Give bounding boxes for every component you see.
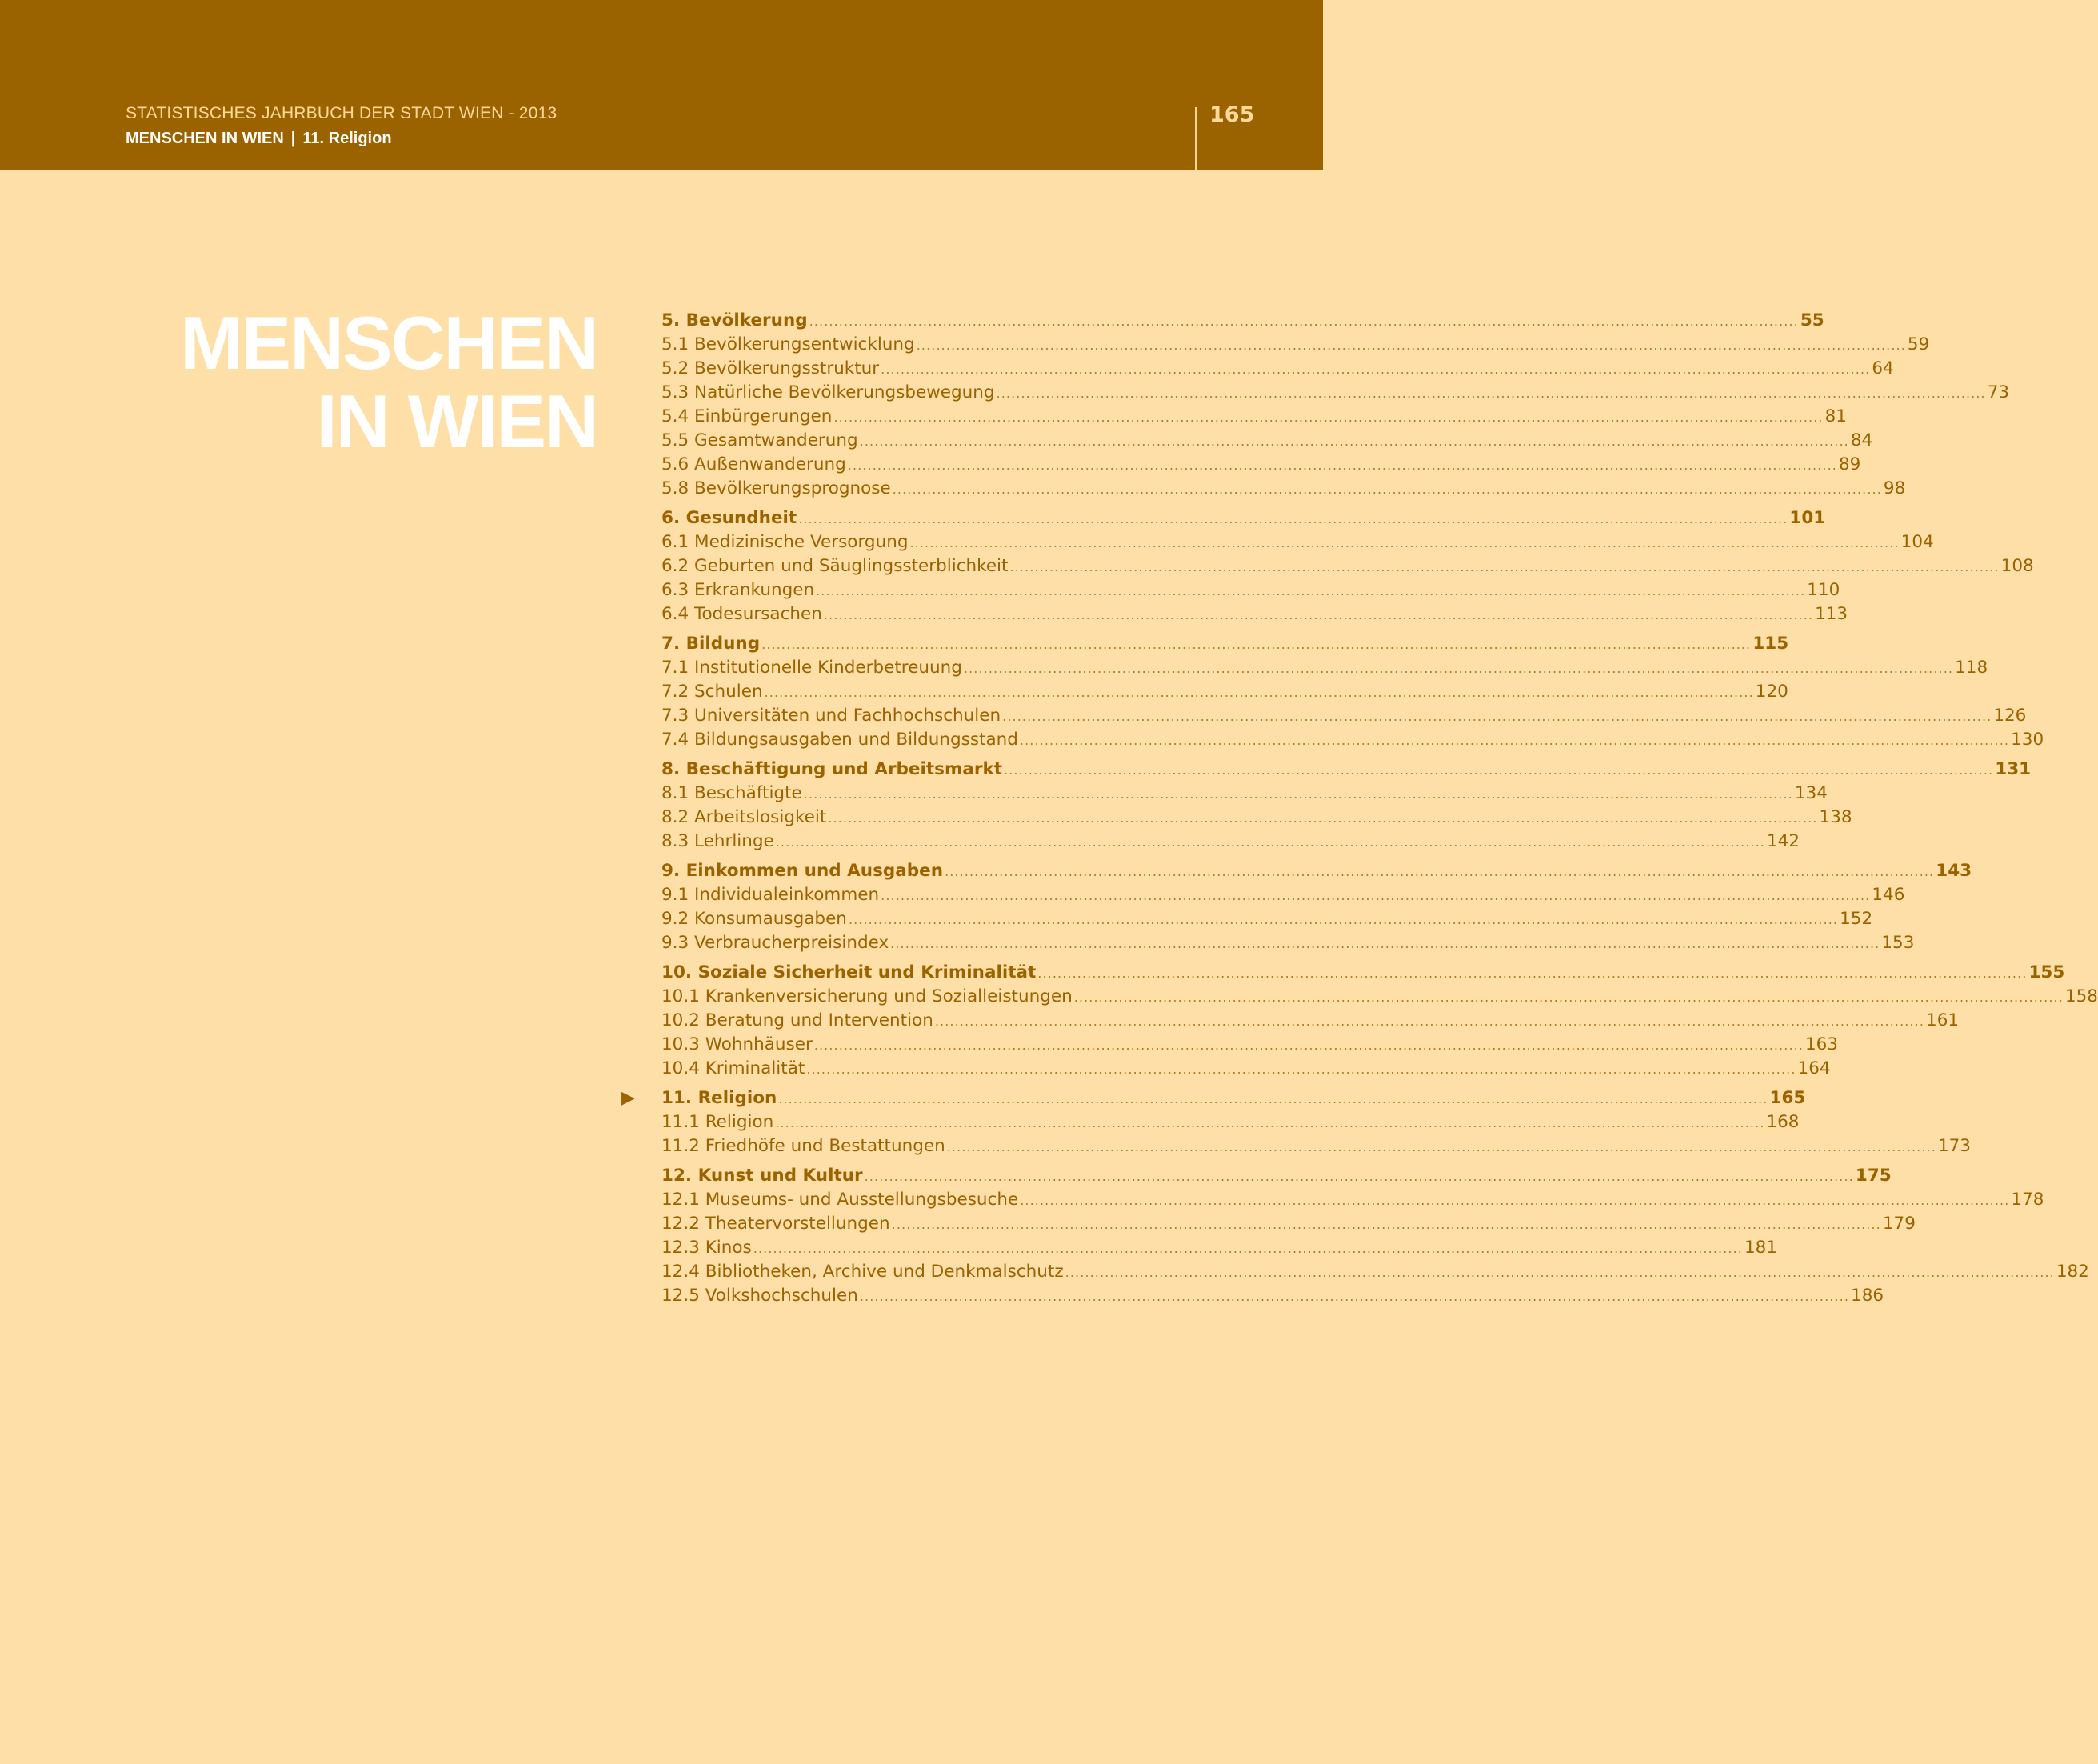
- toc-subsection-entry[interactable]: [661, 1260, 2089, 1284]
- toc-entry-page: 153: [1881, 933, 1915, 953]
- dot-leader: ........................................................................................................................................................................................................: [1037, 966, 2028, 981]
- dot-leader: ........................................................................................................................................................................................................: [909, 535, 1900, 550]
- toc-entry-title: 5.3 Natürliche Bevölkerungsbewegung: [661, 382, 995, 402]
- running-head: [126, 130, 392, 148]
- toc-chapter-group: [661, 632, 2044, 752]
- toc-entry-title: 5.6 Außenwanderung: [661, 454, 846, 474]
- toc-entry-title: 12.3 Kinos: [661, 1238, 752, 1258]
- dot-leader: ........................................................................................................................................................................................................: [813, 1038, 1804, 1053]
- toc-entry-title: 8.2 Arbeitslosigkeit: [661, 807, 827, 827]
- toc-entry-title: 8.3 Lehrlinge: [661, 831, 774, 851]
- toc-entry-page: 175: [1855, 1166, 1892, 1186]
- toc-subsection-entry[interactable]: [661, 1009, 1960, 1033]
- toc-entry-page: 120: [1755, 682, 1788, 702]
- toc-subsection-entry[interactable]: [661, 782, 1828, 806]
- toc-entry-title: 8. Beschäftigung und Arbeitsmarkt: [661, 759, 1003, 779]
- dot-leader: ........................................................................................................................................................................................................: [891, 1217, 1881, 1232]
- toc-chapter-entry[interactable]: [661, 309, 1824, 333]
- toc-entry-title: 10.4 Kriminalität: [661, 1058, 805, 1078]
- toc-chapter-entry[interactable]: [661, 1164, 1892, 1188]
- toc-entry-page: 186: [1851, 1286, 1884, 1306]
- toc-entry-title: 6. Gesundheit: [661, 508, 797, 528]
- toc-chapter-group: [661, 506, 2034, 626]
- toc-chapter-entry[interactable]: [661, 506, 1826, 530]
- dot-leader: ........................................................................................................................................................................................................: [848, 912, 1839, 927]
- toc-entry-page: 59: [1907, 334, 1930, 354]
- dot-leader: ........................................................................................................................................................................................................: [816, 583, 1806, 598]
- toc-entry-title: 12.4 Bibliotheken, Archive und Denkmalschutz: [661, 1262, 1064, 1282]
- toc-entry-title: 5. Bevölkerung: [661, 310, 808, 330]
- dot-leader: ........................................................................................................................................................................................................: [881, 888, 1871, 903]
- toc-entry-page: 165: [1769, 1088, 1806, 1108]
- toc-entry-page: 155: [2028, 962, 2065, 982]
- toc-entry-page: 101: [1789, 508, 1826, 528]
- toc-entry-page: 84: [1850, 430, 1873, 450]
- dot-leader: ........................................................................................................................................................................................................: [1002, 709, 1992, 724]
- toc-entry-title: 9.2 Konsumausgaben: [661, 909, 847, 929]
- dot-leader: ........................................................................................................................................................................................................: [828, 810, 1818, 826]
- toc-subsection-entry[interactable]: [661, 728, 2044, 752]
- dot-leader: ........................................................................................................................................................................................................: [1009, 559, 2000, 574]
- dot-leader: ........................................................................................................................................................................................................: [890, 936, 1880, 951]
- toc-entry-page: 73: [1987, 382, 2010, 402]
- toc-subsection-entry[interactable]: [661, 985, 2098, 1009]
- toc-entry-page: 108: [2000, 556, 2034, 576]
- toc-subsection-entry[interactable]: [661, 405, 1847, 429]
- toc-entry-page: 110: [1807, 580, 1840, 600]
- toc-entry-page: 143: [1936, 861, 1972, 881]
- current-chapter-marker-icon: ▶: [621, 1088, 635, 1108]
- toc-entry-title: 7.2 Schulen: [661, 682, 763, 702]
- toc-entry-page: 126: [1993, 706, 2027, 726]
- toc-entry-title: 10. Soziale Sicherheit und Kriminalität: [661, 962, 1037, 982]
- toc-subsection-entry[interactable]: [661, 704, 2027, 728]
- table-of-contents: [621, 309, 2098, 1314]
- dot-leader: ........................................................................................................................................................................................................: [847, 458, 1837, 473]
- toc-entry-title: 10.2 Beratung und Intervention: [661, 1010, 933, 1030]
- section-title-line2: IN WIEN: [316, 379, 597, 463]
- toc-entry-page: 134: [1794, 783, 1828, 803]
- toc-chapter-entry[interactable]: [661, 758, 2032, 782]
- toc-entry-title: 12. Kunst und Kultur: [661, 1166, 863, 1186]
- toc-chapter-group: [661, 758, 2032, 854]
- dot-leader: ........................................................................................................................................................................................................: [1065, 1265, 2055, 1280]
- dot-leader: ........................................................................................................................................................................................................: [859, 434, 1849, 449]
- toc-entry-title: 5.5 Gesamtwanderung: [661, 430, 858, 450]
- toc-entry-title: 6.4 Todesursachen: [661, 604, 822, 624]
- dot-leader: ........................................................................................................................................................................................................: [1004, 762, 1994, 778]
- toc-subsection-entry[interactable]: [661, 1236, 1777, 1260]
- toc-subsection-entry[interactable]: [661, 680, 1788, 704]
- toc-subsection-entry[interactable]: [661, 1110, 1800, 1134]
- chapter-name: 11. Religion: [302, 130, 392, 147]
- dot-leader: ........................................................................................................................................................................................................: [946, 1139, 1936, 1154]
- toc-entry-title: 7.3 Universitäten und Fachhochschulen: [661, 706, 1001, 726]
- toc-subsection-entry[interactable]: [661, 381, 2010, 405]
- toc-entry-page: 164: [1797, 1058, 1831, 1078]
- toc-entry-page: 163: [1805, 1034, 1839, 1054]
- toc-entry-title: 10.3 Wohnhäuser: [661, 1034, 813, 1054]
- dot-leader: ........................................................................................................................................................................................................: [798, 511, 1788, 526]
- toc-subsection-entry[interactable]: [661, 1188, 2044, 1212]
- toc-entry-page: 138: [1819, 807, 1852, 827]
- toc-entry-title: 7. Bildung: [661, 634, 761, 654]
- toc-entry-title: 11.1 Religion: [661, 1112, 774, 1132]
- toc-entry-page: 158: [2064, 986, 2098, 1006]
- dot-leader: ........................................................................................................................................................................................................: [1019, 733, 2010, 748]
- toc-entry-page: 131: [1995, 759, 2032, 779]
- dot-leader: ........................................................................................................................................................................................................: [803, 786, 1793, 802]
- toc-chapter-group: [661, 961, 2098, 1081]
- toc-subsection-entry[interactable]: [661, 1284, 1884, 1308]
- dot-leader: ........................................................................................................................................................................................................: [916, 338, 1906, 353]
- toc-subsection-entry[interactable]: [661, 830, 1800, 854]
- toc-subsection-entry[interactable]: [661, 1134, 1971, 1158]
- toc-subsection-entry[interactable]: [661, 883, 1905, 907]
- toc-subsection-entry[interactable]: [661, 602, 1848, 626]
- toc-entry-page: 64: [1872, 358, 1894, 378]
- toc-entry-page: 113: [1815, 604, 1848, 624]
- dot-leader: ........................................................................................................................................................................................................: [806, 1062, 1796, 1077]
- toc-entry-page: 178: [2011, 1190, 2044, 1210]
- toc-subsection-entry[interactable]: [661, 656, 1988, 680]
- section-title-line1: MENSCHEN: [180, 301, 597, 385]
- dot-leader: ........................................................................................................................................................................................................: [775, 834, 1765, 850]
- section-name: MENSCHEN IN WIEN: [126, 130, 284, 147]
- dot-leader: ........................................................................................................................................................................................................: [761, 637, 1752, 652]
- dot-leader: ........................................................................................................................................................................................................: [764, 685, 1754, 700]
- toc-subsection-entry[interactable]: [661, 453, 1861, 477]
- toc-entry-title: 11.2 Friedhöfe und Bestattungen: [661, 1136, 945, 1156]
- toc-entry-page: 168: [1766, 1112, 1800, 1132]
- toc-entry-page: 89: [1838, 454, 1861, 474]
- dot-leader: ........................................................................................................................................................................................................: [809, 314, 1799, 329]
- toc-entry-page: 161: [1926, 1010, 1960, 1030]
- toc-chapter-group: [621, 1086, 1971, 1158]
- section-title: [180, 301, 597, 463]
- toc-entry-page: 152: [1840, 909, 1873, 929]
- toc-chapter-entry[interactable]: [661, 961, 2065, 985]
- dot-leader: ........................................................................................................................................................................................................: [945, 864, 1935, 879]
- toc-entry-page: 55: [1800, 310, 1824, 330]
- toc-subsection-entry[interactable]: [661, 1057, 1831, 1081]
- toc-subsection-entry[interactable]: [661, 907, 1873, 931]
- dot-leader: ........................................................................................................................................................................................................: [859, 1289, 1850, 1304]
- dot-leader: ........................................................................................................................................................................................................: [753, 1241, 1743, 1256]
- publication-title: STATISTISCHES JAHRBUCH DER STADT WIEN - 2013: [126, 104, 557, 122]
- toc-subsection-entry[interactable]: [661, 554, 2034, 578]
- toc-chapter-entry[interactable]: [661, 859, 1972, 883]
- toc-entry-title: 10.1 Krankenversicherung und Sozialleistungen: [661, 986, 1073, 1006]
- toc-chapter-group: [661, 309, 2010, 501]
- toc-entry-title: 7.4 Bildungsausgaben und Bildungsstand: [661, 730, 1018, 750]
- toc-entry-title: 5.8 Bevölkerungsprognose: [661, 478, 891, 498]
- toc-entry-title: 6.1 Medizinische Versorgung: [661, 532, 909, 552]
- toc-subsection-entry[interactable]: [661, 1212, 1916, 1236]
- dot-leader: ........................................................................................................................................................................................................: [823, 607, 1814, 622]
- toc-entry-title: 7.1 Institutionelle Kinderbetreuung: [661, 658, 962, 678]
- toc-subsection-entry[interactable]: [661, 333, 1930, 357]
- dot-leader: ........................................................................................................................................................................................................: [864, 1169, 1854, 1184]
- dot-leader: ........................................................................................................................................................................................................: [1020, 1193, 2010, 1208]
- toc-chapter-entry[interactable]: [661, 632, 1789, 656]
- toc-entry-title: 12.5 Volkshochschulen: [661, 1286, 858, 1306]
- toc-entry-page: 173: [1937, 1136, 1971, 1156]
- toc-entry-title: 9. Einkommen und Ausgaben: [661, 861, 944, 881]
- dot-leader: ........................................................................................................................................................................................................: [833, 410, 1824, 425]
- dot-leader: ........................................................................................................................................................................................................: [963, 661, 1954, 676]
- toc-entry-title: 9.1 Individualeinkommen: [661, 885, 880, 905]
- dot-leader: ........................................................................................................................................................................................................: [892, 482, 1882, 497]
- toc-entry-title: 12.1 Museums- und Ausstellungsbesuche: [661, 1190, 1019, 1210]
- page-number: 165: [1209, 102, 1255, 127]
- toc-subsection-entry[interactable]: [661, 357, 1894, 381]
- toc-subsection-entry[interactable]: [661, 477, 1906, 501]
- toc-entry-page: 98: [1883, 478, 1906, 498]
- dot-leader: ........................................................................................................................................................................................................: [1073, 990, 2064, 1005]
- dot-leader: ........................................................................................................................................................................................................: [934, 1014, 1925, 1029]
- toc-entry-page: 81: [1824, 406, 1847, 426]
- dot-leader: ........................................................................................................................................................................................................: [778, 1091, 1768, 1106]
- toc-entry-title: 11. Religion: [661, 1088, 777, 1108]
- dot-leader: ........................................................................................................................................................................................................: [996, 386, 1986, 401]
- toc-entry-page: 130: [2011, 730, 2044, 750]
- toc-entry-title: 5.4 Einbürgerungen: [661, 406, 833, 426]
- toc-entry-page: 118: [1955, 658, 1988, 678]
- toc-entry-title: 6.2 Geburten und Säuglingssterblichkeit: [661, 556, 1009, 576]
- toc-chapter-group: [661, 1164, 2089, 1308]
- toc-subsection-entry[interactable]: [661, 429, 1873, 453]
- toc-entry-title: 5.1 Bevölkerungsentwicklung: [661, 334, 915, 354]
- toc-subsection-entry[interactable]: [661, 530, 1934, 554]
- toc-entry-page: 115: [1752, 634, 1789, 654]
- toc-entry-title: 9.3 Verbraucherpreisindex: [661, 933, 889, 953]
- dot-leader: ........................................................................................................................................................................................................: [775, 1115, 1765, 1130]
- toc-entry-page: 142: [1766, 831, 1800, 851]
- toc-subsection-entry[interactable]: [661, 578, 1840, 602]
- toc-entry-page: 182: [2056, 1262, 2089, 1282]
- toc-entry-title: 5.2 Bevölkerungsstruktur: [661, 358, 880, 378]
- toc-entry-page: 146: [1872, 885, 1905, 905]
- toc-entry-title: 8.1 Beschäftigte: [661, 783, 802, 803]
- toc-entry-page: 181: [1744, 1238, 1777, 1258]
- toc-subsection-entry[interactable]: [661, 806, 1852, 830]
- toc-entry-title: 6.3 Erkrankungen: [661, 580, 815, 600]
- dot-leader: ........................................................................................................................................................................................................: [881, 362, 1871, 377]
- toc-subsection-entry[interactable]: [661, 931, 1915, 955]
- toc-entry-page: 179: [1882, 1214, 1916, 1234]
- toc-entry-title: 12.2 Theatervorstellungen: [661, 1214, 890, 1234]
- page-header: [0, 0, 1323, 170]
- toc-subsection-entry[interactable]: [661, 1033, 1839, 1057]
- running-head-separator: |: [290, 130, 296, 147]
- toc-chapter-group: [661, 859, 1972, 955]
- toc-entry-page: 104: [1900, 532, 1934, 552]
- header-divider: [1195, 107, 1197, 170]
- toc-chapter-entry[interactable]: [621, 1086, 1806, 1110]
